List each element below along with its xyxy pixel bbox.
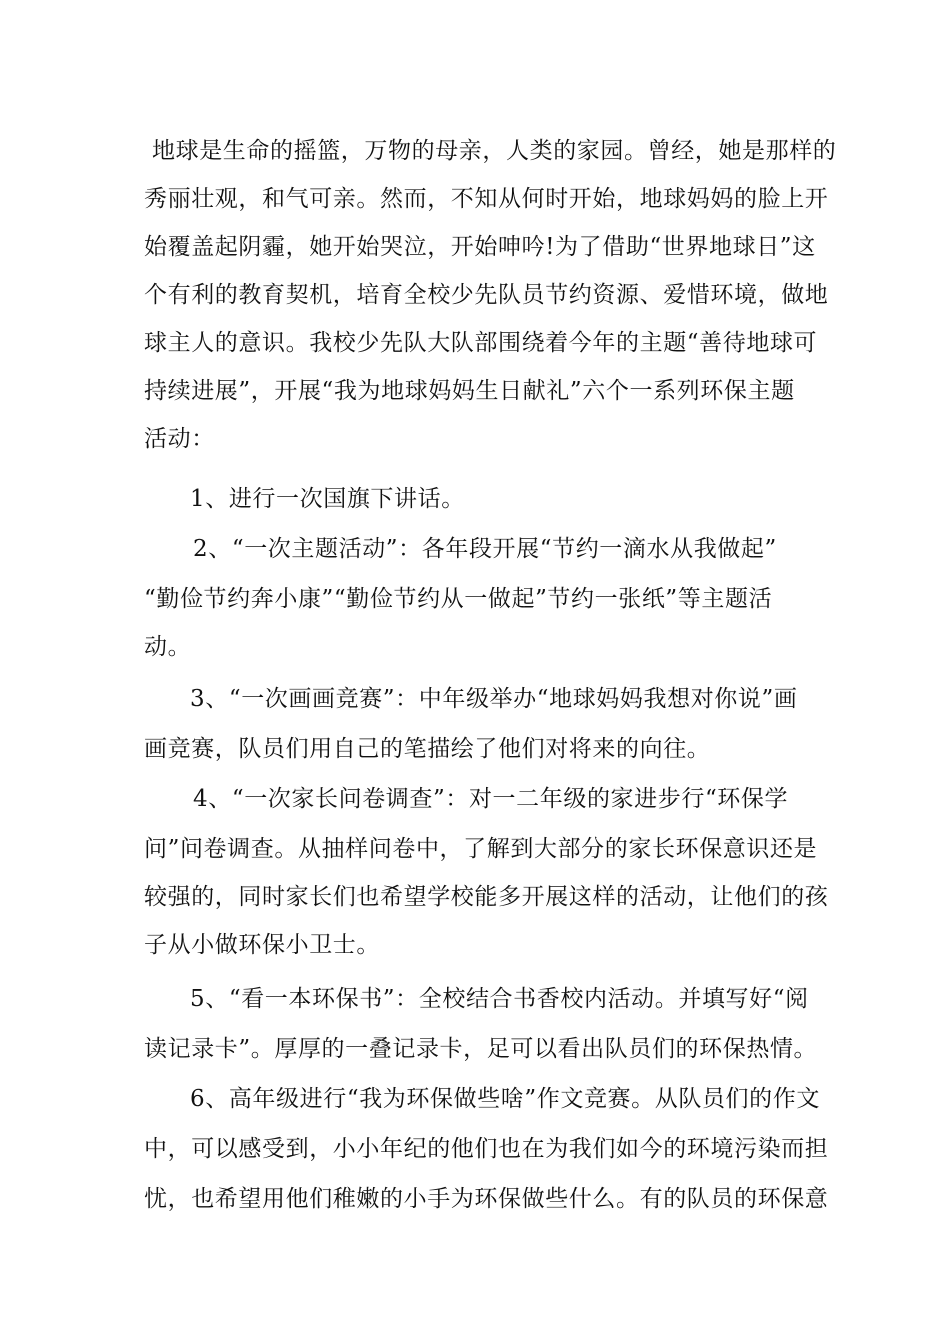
- text-line: 地球是生命的摇篮，万物的母亲，人类的家园。曾经，她是那样的: [152, 138, 837, 164]
- text-line: “勤俭节约奔小康”“勤俭节约从一做起”节约一张纸”等主题活: [144, 586, 773, 612]
- text-line: 较强的，同时家长们也希望学校能多开展这样的活动，让他们的孩: [144, 884, 829, 910]
- list-item-line: 5、“看一本环保书”：全校结合书香校内活动。并填写好“阅: [190, 986, 809, 1012]
- text-line: 中，可以感受到，小小年纪的他们也在为我们如今的环境污染而担: [144, 1136, 829, 1162]
- text-line: 持续进展”，开展“我为地球妈妈生日献礼”六个一系列环保主题: [144, 378, 795, 404]
- text-line: 个有利的教育契机，培育全校少先队员节约资源、爱惜环境，做地: [144, 282, 829, 308]
- list-item-line: 6、高年级进行“我为环保做些啥”作文竞赛。从队员们的作文: [190, 1086, 820, 1112]
- text-line: 子从小做环保小卫士。: [144, 932, 380, 958]
- text-line: 问”问卷调查。从抽样问卷中，了解到大部分的家长环保意识还是: [144, 836, 818, 862]
- text-line: 秀丽壮观，和气可亲。然而，不知从何时开始，地球妈妈的脸上开: [144, 186, 829, 212]
- text-line: 球主人的意识。我校少先队大队部围绕着今年的主题“善待地球可: [144, 330, 818, 356]
- text-line: 活动：: [144, 426, 215, 452]
- list-item-line: 4、“一次家长问卷调查”：对一二年级的家进步行“环保学: [193, 786, 789, 812]
- list-item-line: 2、“一次主题活动”：各年段开展“节约一滴水从我做起”: [193, 536, 777, 562]
- text-line: 动。: [144, 634, 192, 660]
- text-line: 始覆盖起阴霾，她开始哭泣，开始呻吟!为了借助“世界地球日”这: [144, 234, 816, 260]
- list-item-line: 3、“一次画画竞赛”：中年级举办“地球妈妈我想对你说”画: [190, 686, 798, 712]
- list-item-line: 1、进行一次国旗下讲话。: [190, 486, 465, 512]
- text-line: 忧，也希望用他们稚嫩的小手为环保做些什么。有的队员的环保意: [144, 1186, 829, 1212]
- text-line: 读记录卡”。厚厚的一叠记录卡，足可以看出队员们的环保热情。: [144, 1036, 818, 1062]
- text-line: 画竞赛，队员们用自己的笔描绘了他们对将来的向往。: [144, 736, 711, 762]
